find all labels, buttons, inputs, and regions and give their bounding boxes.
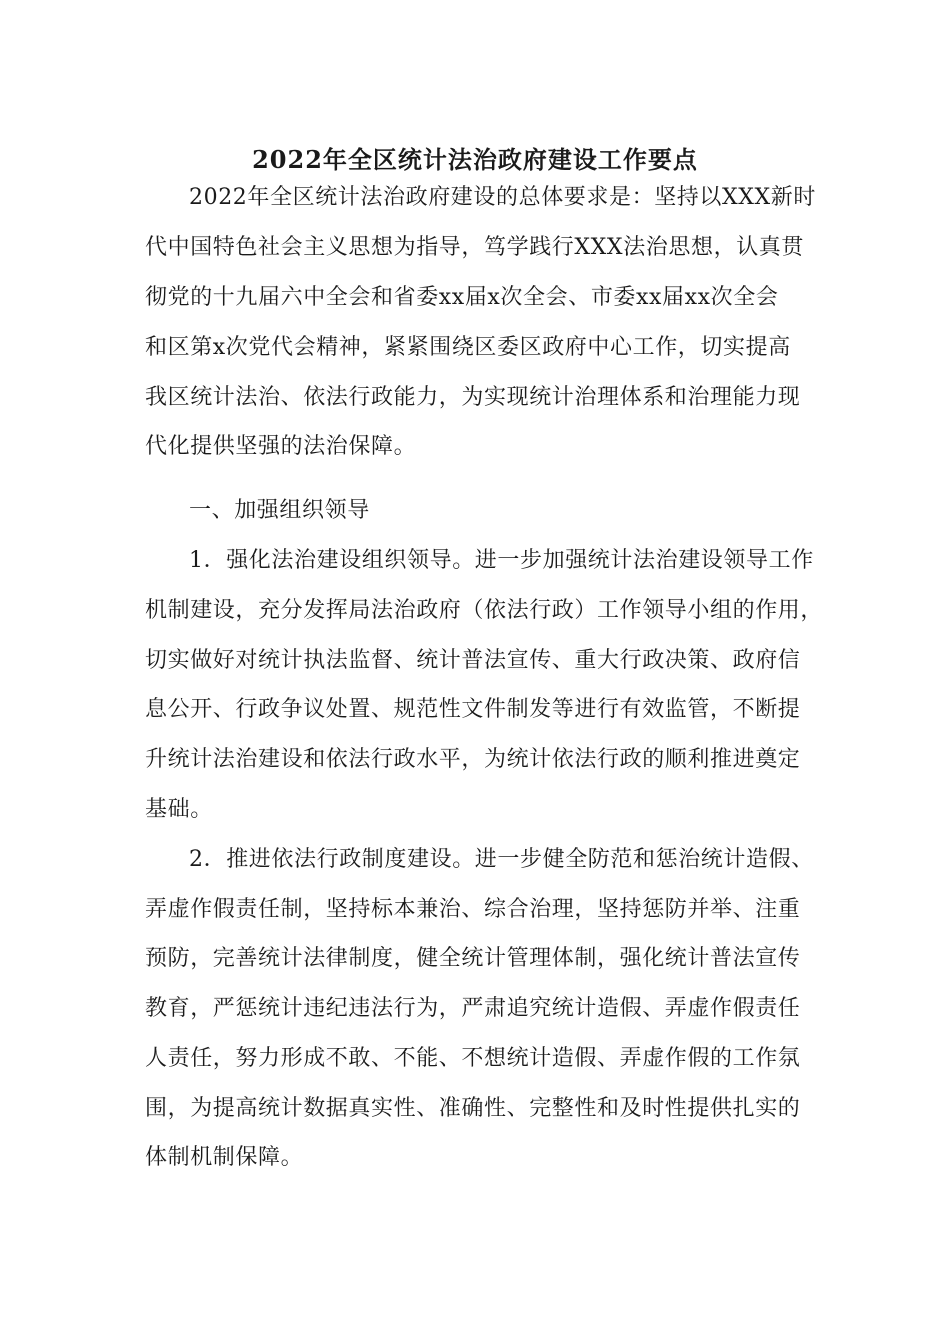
paragraph-line: 2．推进依法行政制度建设。进一步健全防范和惩治统计造假、 xyxy=(189,847,814,872)
paragraph-line: 人责任，努力形成不敢、不能、不想统计造假、弄虚作假的工作氛 xyxy=(145,1046,801,1071)
paragraph-line: 弄虚作假责任制，坚持标本兼治、综合治理，坚持惩防并举、注重 xyxy=(145,897,801,922)
paragraph-line: 息公开、行政争议处置、规范性文件制发等进行有效监管，不断提 xyxy=(145,697,801,722)
paragraph-line: 代化提供坚强的法治保障。 xyxy=(145,434,417,459)
paragraph-line: 教育，严惩统计违纪违法行为，严肃追究统计造假、弄虚作假责任 xyxy=(145,996,801,1021)
paragraph-line: 1．强化法治建设组织领导。进一步加强统计法治建设领导工作 xyxy=(189,548,814,573)
paragraph-line: 代中国特色社会主义思想为指导，笃学践行XXX法治思想，认真贯 xyxy=(145,235,804,260)
paragraph-line: 预防，完善统计法律制度，健全统计管理体制，强化统计普法宣传 xyxy=(145,946,801,971)
document-title: 2022年全区统计法治政府建设工作要点 xyxy=(252,145,698,174)
paragraph-line: 体制机制保障。 xyxy=(145,1145,304,1170)
paragraph-line: 切实做好对统计执法监督、统计普法宣传、重大行政决策、政府信 xyxy=(145,648,801,673)
paragraph-line: 升统计法治建设和依法行政水平，为统计依法行政的顺利推进奠定 xyxy=(145,747,801,772)
paragraph-line: 围，为提高统计数据真实性、准确性、完整性和及时性提供扎实的 xyxy=(145,1096,801,1121)
paragraph-line: 彻党的十九届六中全会和省委xx届x次全会、市委xx届xx次全会 xyxy=(145,285,779,310)
paragraph-line: 机制建设，充分发挥局法治政府（依法行政）工作领导小组的作用， xyxy=(145,598,824,623)
paragraph-line: 2022年全区统计法治政府建设的总体要求是：坚持以XXX新时 xyxy=(189,185,816,210)
paragraph-line: 基础。 xyxy=(145,797,213,822)
paragraph-line: 我区统计法治、依法行政能力，为实现统计治理体系和治理能力现 xyxy=(145,385,801,410)
section-heading: 一、加强组织领导 xyxy=(189,498,370,523)
paragraph-line: 和区第x次党代会精神，紧紧围绕区委区政府中心工作，切实提高 xyxy=(145,335,791,360)
